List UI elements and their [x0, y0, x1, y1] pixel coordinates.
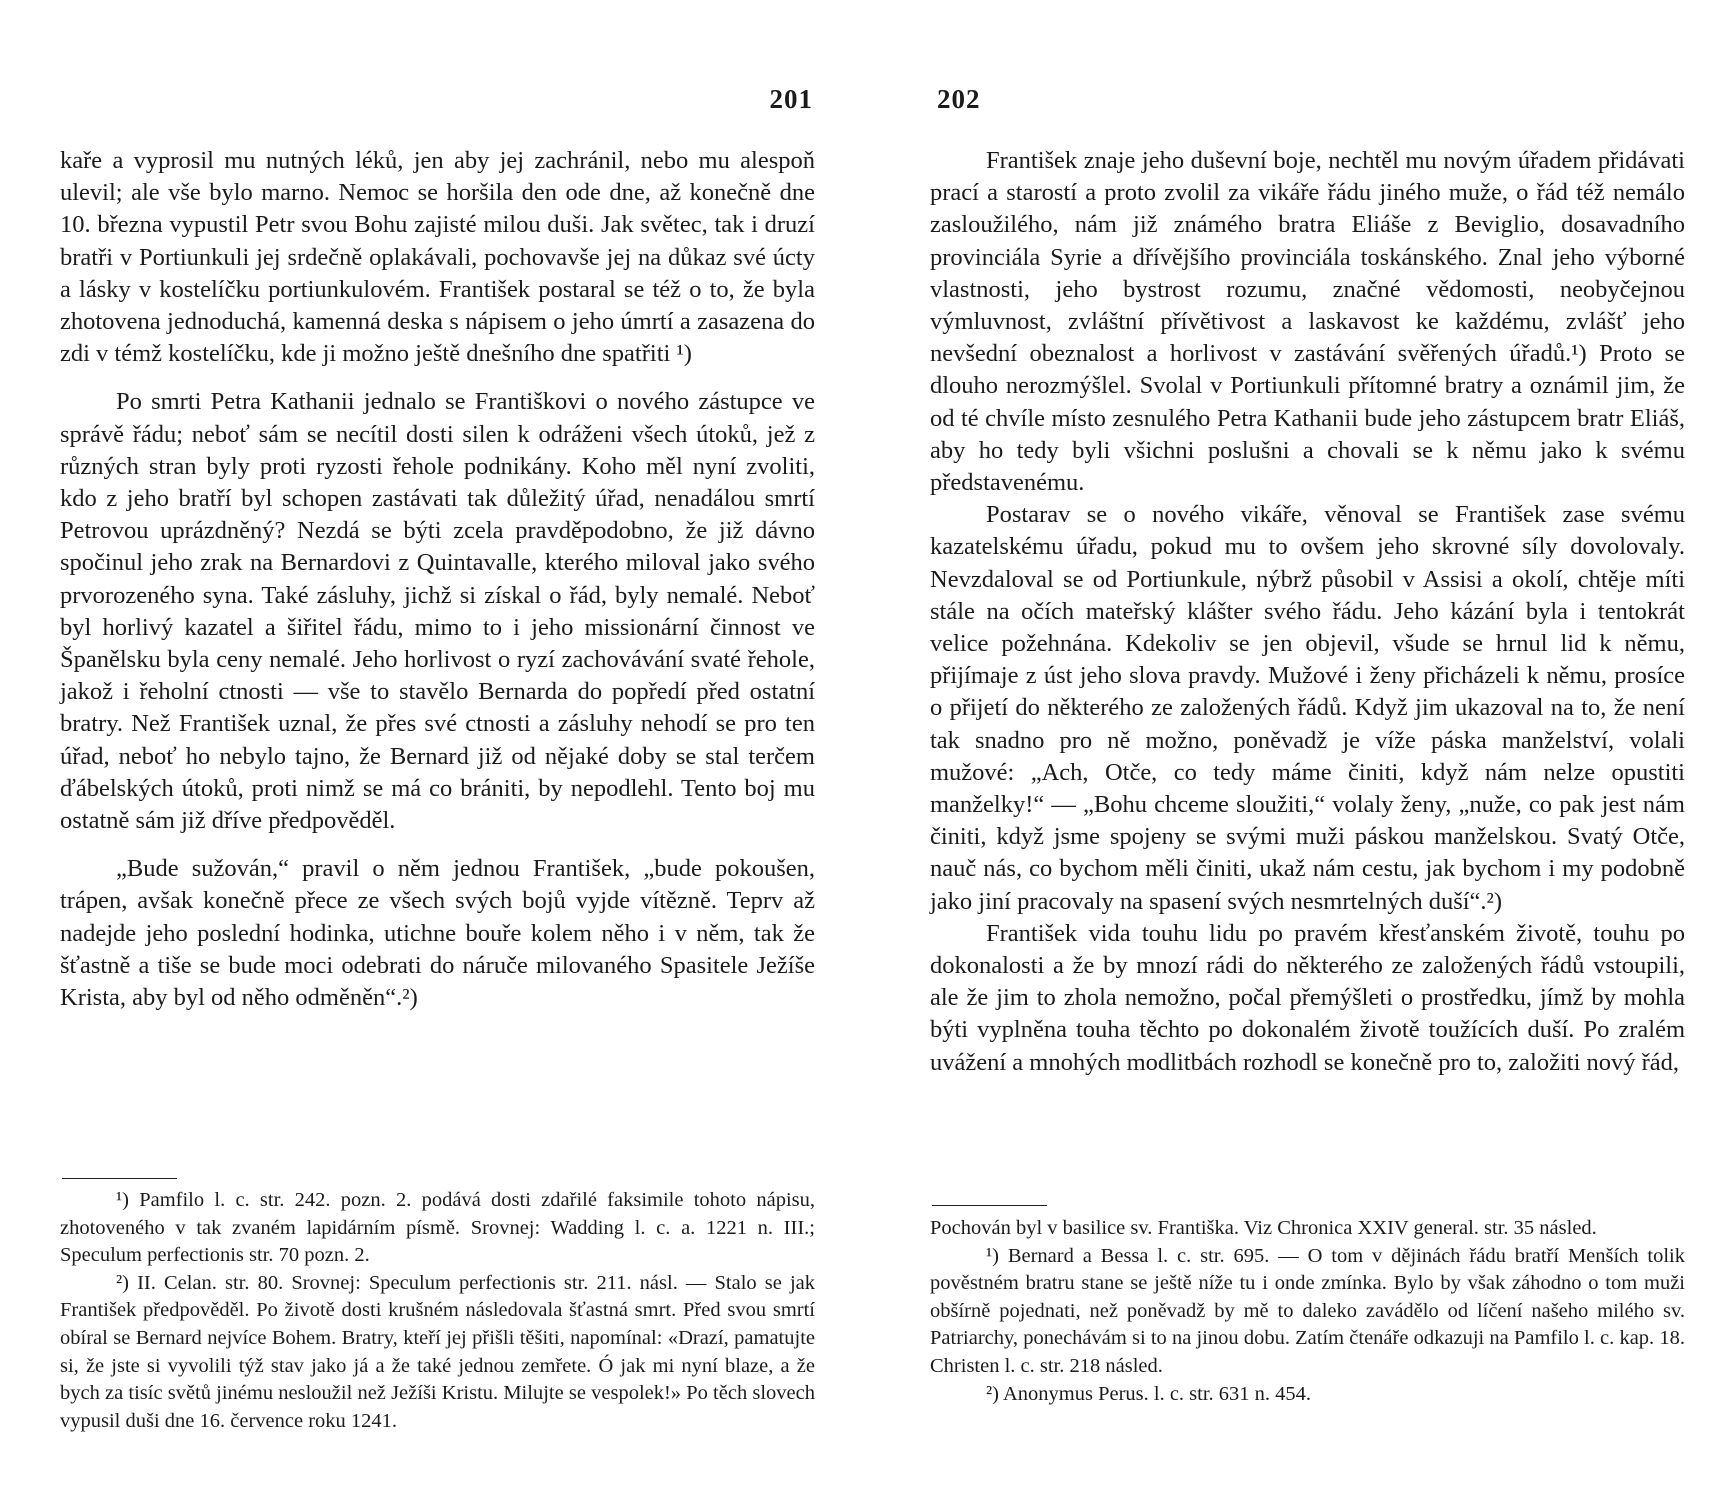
- footnote: ²) Anonymus Perus. l. c. str. 631 n. 454.: [986, 1382, 1312, 1405]
- paragraph: František znaje jeho duševní boje, nechtěl mu novým úřadem přidávati prací a starostí a proto zvolil za vikáře řádu jiného muže, o řád též nemálo zasloužilého, nám již známého bratra Eliáše z Beviglio, dosavadního provinciála Syrie a dřívějšího provinciála toskánského. Znal jeho výborné vlastnosti, jeho bystrost rozumu, značné vědomosti, neobyčejnou výmluvnost, zvláštní přívětivost a laskavost ke každému, zvlášť jeho nevšední obeznalost a horlivost v zastávání svěřených úřadů.¹) Proto se dlouho nerozmýšlel. Svolal v Portiunkuli přítomné bratry a oznámil jim, že od té chvíle místo zesnulého Petra Kathanii bude jeho zástupcem bratr Eliáš, aby ho tedy byli všichni poslušni a chovali se k němu jako k svému představenému.: [930, 147, 1685, 497]
- footnotes: [930, 1215, 1685, 1408]
- right-page: [930, 0, 1685, 1500]
- page-body: [60, 145, 815, 1014]
- page-body: [930, 145, 1685, 1079]
- paragraph: „Bude sužován,“ pravil o něm jednou František, „bude pokoušen, trápen, avšak konečně přece ze všech svých bojů vyjde vítězně. Teprv až nadejde jeho poslední hodinka, utichne bouře kolem něho i v něm, tak že šťastně a tiše se bude moci odebrati do náruče milovaného Spasitele Ježíše Krista, aby byl od něho odměněn“.²): [60, 855, 815, 1012]
- footnotes: [60, 1187, 815, 1435]
- footnote-continuation: Pochován byl v basilice sv. Františka. Viz Chronica XXIV general. str. 35 násled.: [930, 1217, 1597, 1239]
- footnote: ¹) Bernard a Bessa l. c. str. 695. — O tom v dějinách řádu bratří Menších tolik pověstném bratru stane se ještě níže tu i onde zmínka. Bylo by však záhodno o tom muži obšírně pojednati, než poněvadž by mě to daleko zavádělo od líčení našeho milého sv. Patriarchy, ponechávám si to na jinou dobu. Zatím čtenáře odkazuji na Pamfilo l. c. kap. 18. Christen l. c. str. 218 násled.: [930, 1244, 1685, 1377]
- left-page: [60, 0, 815, 1500]
- footnote-divider: [932, 1205, 1047, 1206]
- footnote: ²) II. Celan. str. 80. Srovnej: Speculum perfectionis str. 211. násl. — Stalo se jak František předpověděl. Po životě dosti krušném následovala šťastná smrt. Před svou smrtí obíral se Bernard nejvíce Bohem. Bratry, kteří jej přišli těšiti, napomínal: «Drazí, pamatujte si, že jste si vyvolili týž stav jako já a že také jednou zemřete. Ó jak mi nyní blaze, a že bych za tisíc světů jinému nesloužil než Ježíši Kristu. Milujte se vespolek!» Po těch slovech vypusil duši dne 16. července roku 1241.: [60, 1271, 815, 1432]
- page-number: 202: [937, 84, 981, 114]
- footnote: ¹) Pamfilo l. c. str. 242. pozn. 2. podává dosti zdařilé faksimile tohoto nápisu, zhotoveného v tak zvaném lapidárním písmě. Srovnej: Wadding l. c. a. 1221 n. III.; Speculum perfectionis str. 70 pozn. 2.: [60, 1189, 815, 1267]
- paragraph: František vida touhu lidu po pravém křesťanském životě, touhu po dokonalosti a že by mnozí rádi do některého ze založených řádů vstoupili, ale že jim to zhola nemožno, počal přemýšleti o prostředku, jímž by mohla býti vyplněna touha těchto po dokonalém životě toužících duší. Po zralém uvážení a mnohých modlitbách rozhodl se konečně pro to, založiti nový řád,: [930, 919, 1685, 1076]
- page-number: 201: [769, 84, 813, 114]
- paragraph: Po smrti Petra Kathanii jednalo se Františkovi o nového zástupce ve správě řádu; neboť sám se necítil dosti silen k odráženi všech útoků, jež z různých stran byly proti ryzosti řehole podnikány. Koho měl nyní zvoliti, kdo z jeho bratří byl schopen zastávati tak důležitý úřad, nenadálou smrtí Petrovou uprázdněný? Nezdá se býti zcela pravděpodobno, že již dávno spočinul jeho zrak na Bernardovi z Quintavalle, kterého miloval jako svého prvorozeného syna. Také zásluhy, jichž si získal o řád, byly nemalé. Neboť byl horlivý kazatel a šiřitel řádu, mimo to i jeho missionární činnost ve Španělsku byla ceny nemalé. Jeho horlivost o ryzí zachovávání svaté řehole, jakož i řeholní ctnosti — vše to stavělo Bernarda do popředí před ostatní bratry. Než František uznal, že přes své ctnosti a zásluhy nehodí se pro ten úřad, neboť ho nebylo tajno, že Bernard již od nějaké doby se stal terčem ďábelských útoků, proti nimž se má co brániti, by nepodlehl. Tento boj mu ostatně sám již dříve předpověděl.: [60, 388, 815, 835]
- footnote-divider: [62, 1178, 177, 1179]
- paragraph: Postarav se o nového vikáře, věnoval se František zase svému kazatelskému úřadu, pokud mu to ovšem jeho skrovné síly dovolovaly. Nevzdaloval se od Portiunkule, nýbrž působil v Assisi a okolí, chtěje míti stále na očích mateřský klášter svého řádu. Jeho kázání byla i tentokrát velice požehnána. Kdekoliv se jen objevil, všude se hrnul lid k němu, přijímaje z úst jeho slova pravdy. Mužové i ženy přicházeli k němu, prosíce o přijetí do některého ze založených řádů. Když jim ukazoval na to, že není tak snadno pro ně možno, poněvadž je víže páska manželství, volali mužové: „Ach, Otče, co tedy máme činiti, když nám nelze opustiti manželky!“ — „Bohu chceme sloužiti,“ volaly ženy, „nuže, co pak jest nám činiti, když jsme spojeny se svými muži páskou manželskou. Svatý Otče, nauč nás, co bychom měli činiti, ukaž nám cestu, jak bychom i my podobně jako jiní pracovaly na spasení svých nesmrtelných duší“.²): [930, 501, 1685, 915]
- paragraph: kaře a vyprosil mu nutných léků, jen aby jej zachránil, nebo mu alespoň ulevil; ale vše bylo marno. Nemoc se horšila den ode dne, až konečně dne 10. března vypustil Petr svou Bohu zajisté milou duši. Jak světec, tak i druzí bratři v Portiunkuli jej srdečně oplakávali, pochovavše jej na důkaz své úcty a lásky v kostelíčku portiunkulovém. František postaral se též o to, že byla zhotovena jednoduchá, kamenná deska s nápisem o jeho úmrtí a zasazena do zdi v témž kostelíčku, kde ji možno ještě dnešního dne spatřiti ¹): [60, 147, 815, 368]
